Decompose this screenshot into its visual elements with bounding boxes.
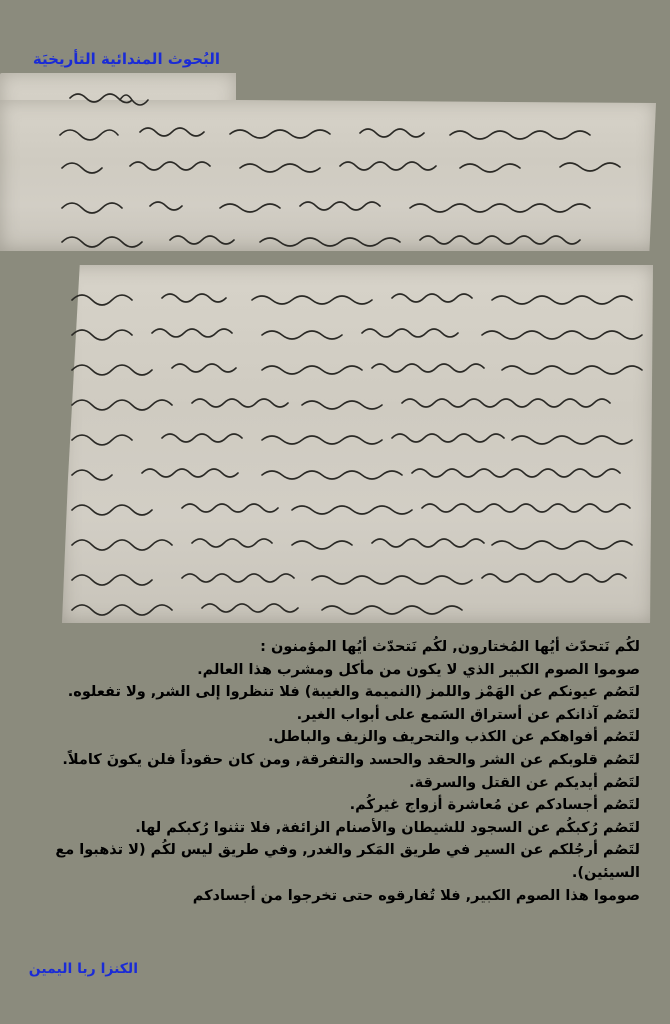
manuscript-script-bottom: [62, 270, 653, 620]
translation-text: [40, 636, 640, 907]
page-title: البُحوث المندائية التأريخيَة: [32, 50, 220, 68]
translation-line: لتَصُم قلوبكم عن الشر والحقد والحسد والتفرقة, ومن كان حقوداً فلن يكونَ كاملاً.: [62, 751, 640, 768]
translation-line: السيئين).: [571, 864, 640, 881]
translation-line: صوموا هذا الصوم الكبير, فلا تُفارقوه حتى تخرجوا من أجسادكم: [192, 887, 640, 904]
translation-line: صوموا الصوم الكبير الذي لا يكون من مأكل ومشرب هذا العالم.: [197, 661, 640, 678]
translation-line: لتَصُم أفواهكم عن الكذب والتحريف والزيف والباطل.: [267, 729, 640, 746]
translation-line: لتَصُم أيديكم عن القتل والسرقة.: [409, 774, 640, 791]
source-signature: الكنزا ربا اليمين: [28, 961, 138, 977]
translation-line: لتَصُم رُكبكُم عن السجود للشيطان والأصنام الزائفة, فلا تثنوا رُكبكم لها.: [135, 819, 640, 836]
translation-line: لكُم نَتحدّث أيُها المُختارون, لكُم نَتحدّث أيُها المؤمنون :: [260, 639, 640, 655]
manuscript-script-top: [0, 80, 656, 250]
translation-line: لتَصُم أرجُلكم عن السير في طريق المَكر والغدر, وفي طريق ليس لكُم (لا تذهبوا مع: [55, 842, 640, 859]
translation-line: لتَصُم عيونكم عن الهَمْز واللمز (النميمة والغيبة) فلا تنظروا إلى الشر, ولا تفعلوه.: [67, 684, 640, 701]
translation-line: لتَصُم أجسادكم عن مُعاشرة أزواج غيركُم.: [349, 797, 640, 814]
translation-line: لتَصُم آذانكم عن أستراق السَمع على أبواب الغير.: [296, 706, 640, 723]
